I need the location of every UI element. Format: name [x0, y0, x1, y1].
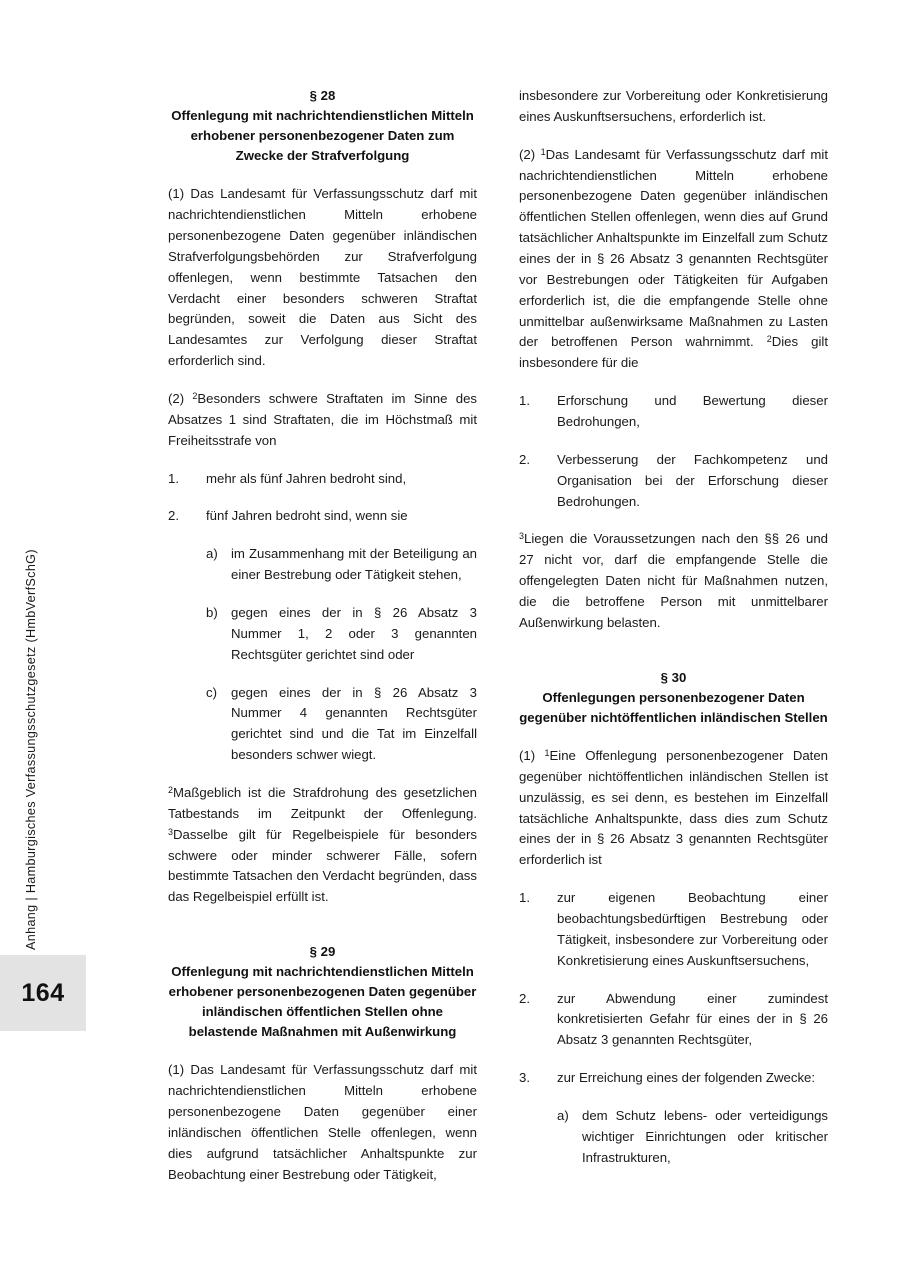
page-number: 164	[21, 978, 65, 1007]
paragraph-text: Besonders schwere Straftaten im Sinne des Absatzes 1 sind Straftaten, die im Höchstmaß mit Freiheitsstrafe von	[168, 390, 477, 448]
list-28-numbered	[168, 469, 477, 528]
paragraph-28-2-intro	[168, 389, 477, 452]
column-left	[168, 86, 477, 1196]
paragraph-text: Eine Offenlegung personenbezogener Daten gegenüber nichtöffentlichen inländischen Stellen ist unzulässig, es sei denn, es bestehen im Einzelfall tatsächliche Anhaltspunkte, dass dies zum Schutz eines der in § 26 Absatz 3 genannten Rechtsgüter erforderlich ist	[519, 747, 829, 868]
section-number-28: § 28	[309, 88, 336, 103]
list-28-alpha	[168, 544, 477, 766]
paragraph-30-1	[519, 746, 828, 871]
paragraph-text: Dasselbe gilt für Regelbeispiele für besonders schwere oder minder schwerer Fälle, sofern bestimmte Tatsachen den Verdacht begründen, dass das Regelbeispiel erfüllt ist.	[168, 826, 477, 905]
section-number-30: § 30	[660, 669, 687, 685]
paragraph-28-closing	[168, 783, 477, 908]
list-text: zur Erreichung eines der folgenden Zwecke:	[557, 1070, 816, 1086]
list-text: dem Schutz lebens- oder verteidigungs wichtiger Einrichtungen oder kritischer Infrastrukturen,	[582, 1107, 828, 1165]
paragraph-text: Dies gilt insbesondere für die	[519, 334, 828, 371]
section-title-30: Offenlegungen personenbezogener Daten gegenüber nichtöffentlichen inländischen Stellen	[519, 689, 828, 725]
paragraph-29-1: (1) Das Landesamt für Verfassungsschutz darf mit nachrichtendienstlichen Mitteln erhobene personenbezogene Daten gegenüber einer inländischen öffentlichen Stelle offenlegen, wenn dies aufgrund tatsächlicher Anhaltspunkte zur Beobachtung einer Bestrebung oder Tätigkeit,	[168, 1062, 477, 1182]
paragraph-marker: (2)	[168, 390, 193, 406]
page-side-rail	[0, 0, 120, 1272]
list-marker: 3.	[519, 1070, 530, 1086]
list-item	[168, 469, 477, 490]
paragraph-marker: (1)	[519, 747, 545, 763]
list-30-numbered	[519, 888, 828, 1089]
sentence-marker: 2	[766, 334, 772, 345]
paragraph-29-2	[519, 145, 828, 374]
list-text: im Zusammenhang mit der Beteiligung an einer Bestrebung oder Tätigkeit stehen,	[231, 546, 477, 583]
section-heading-30	[519, 668, 828, 728]
list-item	[519, 1068, 828, 1089]
list-item	[168, 603, 477, 666]
list-item	[519, 391, 828, 433]
sentence-marker: 3	[168, 826, 173, 837]
paragraph-text: Das Landesamt für Verfassungsschutz darf mit nachrichtendienstlichen Mitteln erhobene personenbezogene Daten gegenüber inländischen öffentlichen Stellen offenlegen, wenn dies auf Grund tatsächlicher Anhaltspunkte im Einzelfall zum Schutz eines der in § 26 Absatz 3 genannten Rechtsgüter vor Bestrebungen oder Tätigkeiten für Aufgaben erforderlich ist, die die empfangende Stelle ohne unmittelbar außenwirksame Maßnahmen zu Lasten der betroffenen Person wahrnimmt.	[519, 146, 829, 350]
list-marker: a)	[557, 1107, 569, 1123]
sentence-marker: 1	[544, 748, 550, 759]
list-marker: 2.	[519, 990, 530, 1006]
list-item	[168, 506, 477, 527]
list-item	[168, 683, 477, 766]
sentence-marker: 2	[168, 785, 173, 796]
list-text: zur Abwendung einer zumindest konkretisierten Gefahr für eines der in § 26 Absatz 3 genannten Rechtsgüter,	[557, 990, 828, 1048]
paragraph-text: Liegen die Voraussetzungen nach den §§ 26 und 27 nicht vor, darf die empfangende Stelle die offengelegten Daten nicht für Maßnahmen nutzen, die die betroffene Person mit unmittelbarer Außenwirkung belasten.	[519, 531, 828, 630]
section-heading-29	[168, 942, 477, 1042]
sentence-marker: 3	[519, 531, 524, 542]
list-marker: b)	[206, 605, 218, 620]
paragraph-marker: (2)	[519, 146, 541, 162]
list-marker: 2.	[519, 451, 530, 467]
paragraph-29-closing	[519, 529, 828, 633]
list-item	[519, 1106, 828, 1169]
paragraph-text: Maßgeblich ist die Strafdrohung des gesetzlichen Tatbestands im Zeitpunkt der Offenlegung.	[168, 785, 477, 821]
paragraph-28-1: (1) Das Landesamt für Verfassungsschutz darf mit nachrichtendienstlichen Mitteln erhobene personenbezogene Daten gegenüber inländischen Strafverfolgungsbehörden zur Strafverfolgung offenlegen, wenn bestimmte Tatsachen den Verdacht einer besonders schweren Straftat begründen, soweit die Daten aus Sicht des Landesamtes zur Verfolgung dieser Straftat erforderlich sind.	[168, 186, 477, 369]
list-marker: 1.	[519, 890, 530, 906]
list-text: gegen eines der in § 26 Absatz 3 Nummer 1, 2 oder 3 genannten Rechtsgüter gerichtet sind oder	[231, 605, 477, 662]
list-text: zur eigenen Beobachtung einer beobachtungsbedürftigen Bestrebung oder Tätigkeit, insbesondere zur Vorbereitung oder Konkretisierung eines Auskunftsersuchens,	[557, 890, 828, 968]
running-head: Anhang | Hamburgisches Verfassungsschutzgesetz (HmbVerfSchG)	[24, 549, 38, 950]
list-text: mehr als fünf Jahren bedroht sind,	[206, 470, 407, 486]
section-title-29: Offenlegung mit nachrichtendienstlichen Mitteln erhobener personenbezogenen Daten gegenüber inländischen öffentlichen Stellen ohne belastende Maßnahmen mit Außenwirkung	[168, 964, 477, 1040]
list-item	[519, 450, 828, 513]
list-marker: 1.	[519, 393, 530, 409]
list-item	[519, 989, 828, 1052]
section-heading-28	[168, 86, 477, 166]
list-29-numbered	[519, 391, 828, 512]
section-number-29: § 29	[309, 944, 336, 960]
section-title-28: Offenlegung mit nachrichtendienstlichen Mitteln erhobener personenbezogener Daten zum Zwecke der Strafverfolgung	[171, 108, 474, 164]
list-30-alpha	[519, 1106, 828, 1169]
sentence-marker: 2	[192, 391, 198, 402]
list-text: gegen eines der in § 26 Absatz 3 Nummer 4 genannten Rechtsgüter gerichtet sind und die Tat im Einzelfall besonders schwer wiegt.	[231, 684, 477, 763]
sentence-marker: 1	[540, 146, 546, 157]
list-text: fünf Jahren bedroht sind, wenn sie	[206, 508, 408, 524]
page-number-box	[0, 955, 86, 1031]
list-item	[168, 544, 477, 586]
list-marker: 1.	[168, 470, 179, 486]
text-columns	[168, 86, 828, 1196]
list-item	[519, 888, 828, 971]
list-text: Verbesserung der Fachkompetenz und Organisation bei der Erforschung dieser Bedrohungen.	[557, 451, 828, 509]
column-right	[519, 86, 828, 1196]
list-marker: a)	[206, 546, 218, 562]
paragraph-29-1-continued: insbesondere zur Vorbereitung oder Konkretisierung eines Auskunftsersuchens, erforderlich ist.	[519, 88, 828, 124]
list-text: Erforschung und Bewertung dieser Bedrohungen,	[557, 393, 828, 430]
list-marker: c)	[206, 684, 217, 700]
list-marker: 2.	[168, 508, 179, 524]
